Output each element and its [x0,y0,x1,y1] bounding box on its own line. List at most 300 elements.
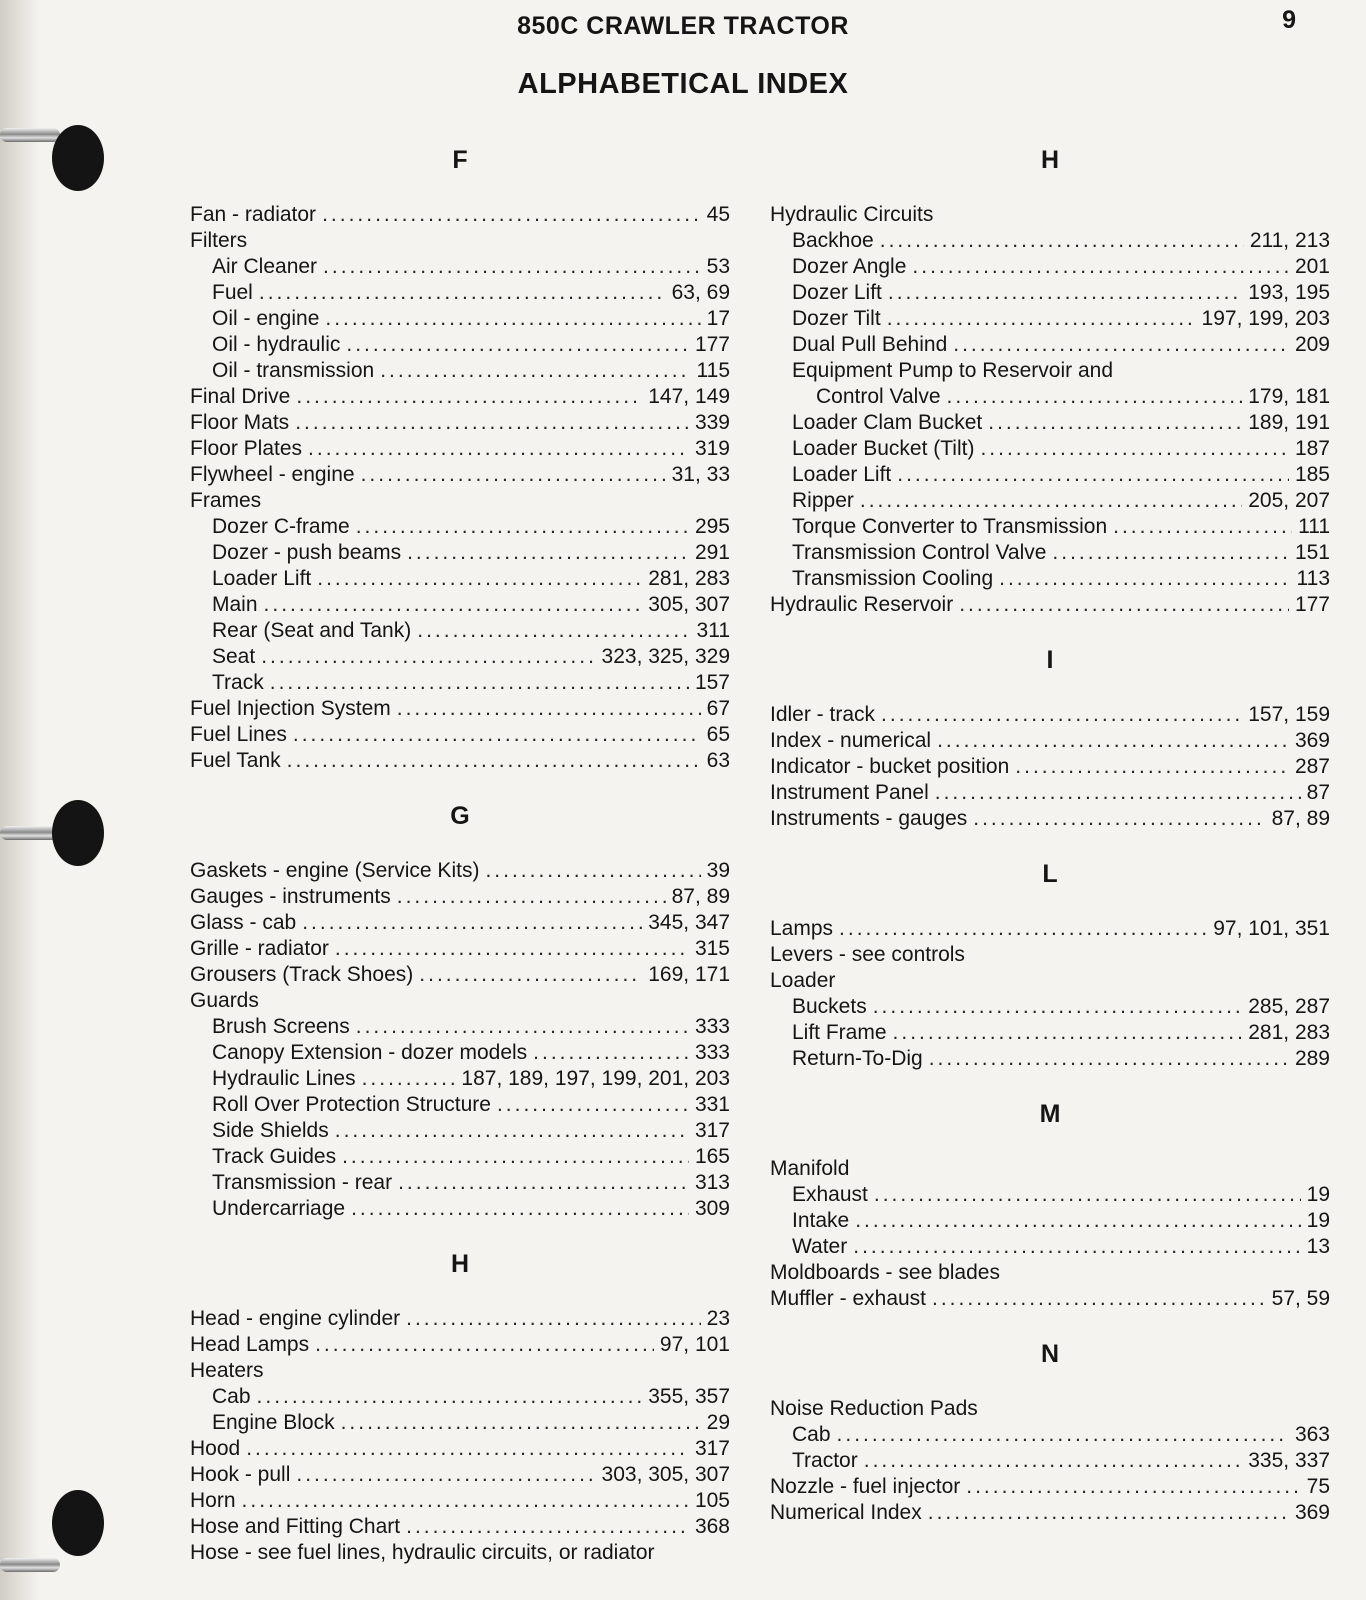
entry-label: Lamps [770,917,834,940]
entry-label: Main [212,593,258,616]
entry-pages: 287 [1294,755,1330,778]
leader-dots [287,748,701,774]
entry-label: Control Valve [816,385,941,408]
index-group-heading: Levers - see controls [770,943,965,966]
entry-pages: 281, 283 [648,567,730,590]
entry-label: Hydraulic Reservoir [770,593,954,616]
entry-pages: 368 [694,1515,730,1538]
leader-dots [356,1014,689,1040]
entry-pages: 87, 89 [1271,807,1330,830]
index-entry [190,306,730,332]
leader-dots [873,994,1243,1020]
index-entry [770,728,1330,754]
leader-dots [341,1410,701,1436]
index-entry [190,254,730,280]
index-entry [190,1170,730,1196]
leader-dots [959,592,1289,618]
index-entry [770,1286,1330,1312]
index-entry [770,566,1330,592]
entry-pages: 17 [706,307,730,330]
entry-pages: 333 [694,1041,730,1064]
leader-dots [295,410,689,436]
entry-label: Seat [212,645,256,668]
index-entry [190,1514,730,1540]
entry-pages: 23 [706,1307,730,1330]
index-entry [770,806,1330,832]
index-group-heading: Guards [190,989,259,1012]
leader-dots [897,462,1289,488]
right-column [770,140,1330,1526]
index-entry [770,1448,1330,1474]
index-entry [190,1462,730,1488]
entry-label: Dozer Tilt [792,307,881,330]
entry-label: Tractor [792,1449,858,1472]
entry-pages: 57, 59 [1271,1287,1330,1310]
index-entry [770,1422,1330,1448]
entry-label: Flywheel - engine [190,463,355,486]
section-letter-h: H [1040,146,1060,174]
index-entry [190,670,730,696]
leader-dots [325,306,700,332]
leader-dots [407,540,689,566]
leader-dots [1052,540,1289,566]
entry-label: Head Lamps [190,1333,310,1356]
entry-pages: 305, 307 [648,593,730,616]
entry-pages: 185 [1294,463,1330,486]
index-entry [190,1410,730,1436]
index-entry [190,358,730,384]
index-entry [770,994,1330,1020]
index-heading: ALPHABETICAL INDEX [517,68,849,100]
page-number: 9 [1282,6,1296,34]
entry-label: Return-To-Dig [792,1047,923,1070]
entry-pages: 291 [694,541,730,564]
entry-label: Hose and Fitting Chart [190,1515,401,1538]
entry-label: Muffler - exhaust [770,1287,927,1310]
binder-ring [0,826,60,840]
entry-pages: 303, 305, 307 [601,1463,730,1486]
leader-dots [947,384,1243,410]
leader-dots [242,1488,689,1514]
entry-label: Horn [190,1489,236,1512]
leader-dots [293,722,701,748]
entry-label: Fuel [212,281,253,304]
entry-label: Exhaust [792,1183,868,1206]
entry-pages: 197, 199, 203 [1201,307,1330,330]
entry-pages: 53 [706,255,730,278]
index-entry [190,618,730,644]
leader-dots [417,618,690,644]
entry-label: Instrument Panel [770,781,929,804]
leader-dots [929,1046,1289,1072]
index-entry [190,436,730,462]
leader-dots [361,462,666,488]
index-entry [190,1488,730,1514]
index-entry [770,254,1330,280]
entry-label: Nozzle - fuel injector [770,1475,961,1498]
index-group-heading: Filters [190,229,248,252]
leader-dots [315,1332,654,1358]
entry-pages: 193, 195 [1248,281,1330,304]
binder-hole [52,800,104,866]
entry-label: Grille - radiator [190,937,329,960]
binder-edge [0,0,40,1600]
index-entry [770,1020,1330,1046]
entry-pages: 311 [696,619,730,642]
index-entry [770,462,1330,488]
entry-label: Gaskets - engine (Service Kits) [190,859,480,882]
section-letter-i: I [1046,646,1054,674]
index-group-heading: Frames [190,489,262,512]
index-entry [770,514,1330,540]
entry-pages: 331 [694,1093,730,1116]
entry-pages: 209 [1294,333,1330,356]
index-group-heading: Noise Reduction Pads [770,1397,978,1420]
index-entry [770,1500,1330,1526]
leader-dots [864,1448,1243,1474]
index-entry [770,702,1330,728]
entry-pages: 19 [1306,1209,1330,1232]
leader-dots [397,696,701,722]
entry-pages: 105 [694,1489,730,1512]
entry-pages: 345, 347 [648,911,730,934]
entry-label: Roll Over Protection Structure [212,1093,491,1116]
entry-pages: 189, 191 [1248,411,1330,434]
entry-pages: 289 [1294,1047,1330,1070]
index-entry [190,644,730,670]
entry-pages: 29 [706,1411,730,1434]
index-entry [190,962,730,988]
entry-pages: 333 [694,1015,730,1038]
leader-dots [257,1384,643,1410]
index-group-heading: Manifold [770,1157,850,1180]
leader-dots [406,1514,689,1540]
leader-dots [308,436,689,462]
entry-pages: 19 [1306,1183,1330,1206]
entry-label: Dozer Lift [792,281,882,304]
entry-label: Cab [212,1385,251,1408]
index-entry [770,916,1330,942]
entry-label: Hydraulic Lines [212,1067,356,1090]
entry-pages: 87, 89 [671,885,730,908]
index-entry [770,780,1330,806]
index-entry [190,858,730,884]
index-entry [190,1196,730,1222]
entry-label: Backhoe [792,229,874,252]
entry-pages: 317 [694,1437,730,1460]
entry-pages: 363 [1294,1423,1330,1446]
entry-label: Instruments - gauges [770,807,968,830]
entry-pages: 339 [694,411,730,434]
index-entry [770,1182,1330,1208]
entry-label: Track [212,671,264,694]
entry-pages: 177 [1294,593,1330,616]
index-group-heading: Hose - see fuel lines, hydraulic circuits, or radiator [190,1541,655,1564]
index-entry [190,1332,730,1358]
binder-hole [52,125,104,191]
entry-label: Loader Bucket (Tilt) [792,437,975,460]
entry-pages: 285, 287 [1248,995,1330,1018]
entry-pages: 323, 325, 329 [601,645,730,668]
leader-dots [874,1182,1301,1208]
leader-dots [497,1092,689,1118]
entry-pages: 313 [694,1171,730,1194]
index-entry [770,488,1330,514]
index-entry [770,436,1330,462]
index-entry [190,514,730,540]
leader-dots [406,1306,701,1332]
leader-dots [264,592,643,618]
leader-dots [999,566,1290,592]
index-entry [190,1436,730,1462]
left-column [190,140,730,1566]
index-entry [190,462,730,488]
entry-label: Canopy Extension - dozer models [212,1041,528,1064]
entry-label: Dozer - push beams [212,541,402,564]
entry-label: Loader Lift [212,567,312,590]
index-entry [190,696,730,722]
leader-dots [323,254,701,280]
index-entry [190,410,730,436]
leader-dots [855,1208,1300,1234]
entry-pages: 39 [706,859,730,882]
index-entry [190,1306,730,1332]
leader-dots [880,228,1244,254]
leader-dots [419,962,642,988]
entry-pages: 97, 101 [659,1333,730,1356]
entry-label: Air Cleaner [212,255,318,278]
index-entry [190,1092,730,1118]
entry-pages: 335, 337 [1248,1449,1330,1472]
leader-dots [259,280,666,306]
entry-pages: 369 [1294,1501,1330,1524]
entry-pages: 187 [1294,437,1330,460]
entry-pages: 45 [706,203,730,226]
index-entry [190,202,730,228]
entry-pages: 97, 101, 351 [1213,917,1330,940]
index-entry [770,540,1330,566]
leader-dots [988,410,1242,436]
entry-label: Undercarriage [212,1197,346,1220]
entry-pages: 63, 69 [671,281,730,304]
leader-dots [246,1436,689,1462]
entry-label: Numerical Index [770,1501,922,1524]
leader-dots [912,254,1289,280]
leader-dots [335,936,689,962]
index-group-heading: Moldboards - see blades [770,1261,1000,1284]
entry-label: Grousers (Track Shoes) [190,963,414,986]
leader-dots [932,1286,1266,1312]
binder-hole [52,1490,104,1556]
index-entry [770,1234,1330,1260]
index-entry [190,1040,730,1066]
entry-pages: 201 [1294,255,1330,278]
leader-dots [270,670,689,696]
entry-label: Oil - engine [212,307,320,330]
leader-dots [937,728,1289,754]
entry-label: Engine Block [212,1411,335,1434]
entry-pages: 31, 33 [671,463,730,486]
section-letter-m: M [1039,1100,1061,1128]
section-letter-n: N [1040,1340,1060,1368]
leader-dots [335,1118,689,1144]
leader-dots [887,306,1196,332]
leader-dots [935,780,1301,806]
index-entry [190,566,730,592]
index-entry [770,1046,1330,1072]
entry-label: Glass - cab [190,911,297,934]
entry-pages: 67 [706,697,730,720]
leader-dots [881,702,1242,728]
entry-pages: 355, 357 [648,1385,730,1408]
document-title: 850C CRAWLER TRACTOR [517,12,849,40]
binder-ring [0,128,60,142]
index-entry [190,936,730,962]
entry-pages: 319 [694,437,730,460]
leader-dots [860,488,1242,514]
leader-dots [533,1040,689,1066]
entry-label: Transmission Control Valve [792,541,1047,564]
index-entry [770,306,1330,332]
entry-label: Oil - hydraulic [212,333,341,356]
leader-dots [296,1462,595,1488]
leader-dots [261,644,595,670]
index-entry [770,592,1330,618]
entry-label: Dual Pull Behind [792,333,948,356]
entry-label: Head - engine cylinder [190,1307,401,1330]
index-entry [190,910,730,936]
entry-label: Buckets [792,995,867,1018]
entry-pages: 113 [1296,567,1330,590]
leader-dots [296,384,642,410]
index-entry [190,384,730,410]
entry-label: Dozer Angle [792,255,907,278]
entry-label: Fuel Tank [190,749,281,772]
index-entry [190,884,730,910]
entry-label: Dozer C-frame [212,515,350,538]
leader-dots [322,202,701,228]
leader-dots [1015,754,1289,780]
entry-pages: 147, 149 [648,385,730,408]
index-entry [190,1118,730,1144]
leader-dots [839,916,1207,942]
entry-pages: 281, 283 [1248,1021,1330,1044]
entry-label: Loader Clam Bucket [792,411,983,434]
entry-pages: 65 [706,723,730,746]
entry-pages: 87 [1306,781,1330,804]
entry-label: Oil - transmission [212,359,375,382]
entry-label: Cab [792,1423,831,1446]
entry-pages: 157, 159 [1248,703,1330,726]
entry-label: Fuel Injection System [190,697,391,720]
entry-label: Floor Mats [190,411,290,434]
entry-pages: 63 [706,749,730,772]
leader-dots [317,566,642,592]
entry-pages: 309 [694,1197,730,1220]
leader-dots [1113,514,1292,540]
entry-pages: 13 [1306,1235,1330,1258]
leader-dots [302,910,642,936]
entry-label: Rear (Seat and Tank) [212,619,412,642]
entry-pages: 177 [694,333,730,356]
index-entry [770,332,1330,358]
leader-dots [893,1020,1243,1046]
leader-dots [356,514,689,540]
entry-label: Intake [792,1209,850,1232]
index-entry [190,540,730,566]
leader-dots [973,806,1265,832]
entry-label: Gauges - instruments [190,885,391,908]
leader-dots [398,1170,689,1196]
leader-dots [380,358,690,384]
entry-label: Torque Converter to Transmission [792,515,1108,538]
entry-label: Transmission Cooling [792,567,994,590]
entry-label: Hook - pull [190,1463,291,1486]
entry-pages: 295 [694,515,730,538]
entry-pages: 115 [696,359,730,382]
entry-label: Brush Screens [212,1015,350,1038]
index-entry [770,228,1330,254]
index-entry [770,280,1330,306]
leader-dots [928,1500,1289,1526]
leader-dots [837,1422,1289,1448]
leader-dots [966,1474,1300,1500]
entry-label: Side Shields [212,1119,329,1142]
index-entry [190,748,730,774]
leader-dots [853,1234,1300,1260]
leader-dots [397,884,666,910]
leader-dots [953,332,1289,358]
entry-pages: 315 [694,937,730,960]
entry-pages: 75 [1306,1475,1330,1498]
leader-dots [362,1066,456,1092]
binder-ring [0,1558,60,1572]
entry-label: Water [792,1235,848,1258]
index-group-heading: Hydraulic Circuits [770,203,934,226]
entry-label: Final Drive [190,385,291,408]
index-group-heading: Loader [770,969,836,992]
entry-pages: 187, 189, 197, 199, 201, 203 [461,1067,730,1090]
entry-pages: 157 [694,671,730,694]
entry-pages: 211, 213 [1249,229,1330,252]
entry-label: Index - numerical [770,729,932,752]
entry-pages: 205, 207 [1248,489,1330,512]
index-entry [770,754,1330,780]
entry-pages: 111 [1298,515,1330,538]
entry-label: Ripper [792,489,854,512]
index-entry [190,1066,730,1092]
entry-label: Transmission - rear [212,1171,393,1194]
entry-label: Hood [190,1437,241,1460]
entry-label: Fan - radiator [190,203,317,226]
index-group-heading: Heaters [190,1359,264,1382]
section-letter-f: F [452,146,468,174]
index-entry [190,280,730,306]
section-letter-h: H [450,1250,470,1278]
index-entry [190,1014,730,1040]
leader-dots [485,858,700,884]
index-entry [770,384,1330,410]
section-letter-l: L [1042,860,1058,888]
entry-label: Idler - track [770,703,876,726]
index-entry [190,1384,730,1410]
leader-dots [888,280,1242,306]
entry-label: Indicator - bucket position [770,755,1010,778]
entry-pages: 179, 181 [1248,385,1330,408]
index-entry [190,592,730,618]
leader-dots [346,332,689,358]
index-entry [770,1208,1330,1234]
